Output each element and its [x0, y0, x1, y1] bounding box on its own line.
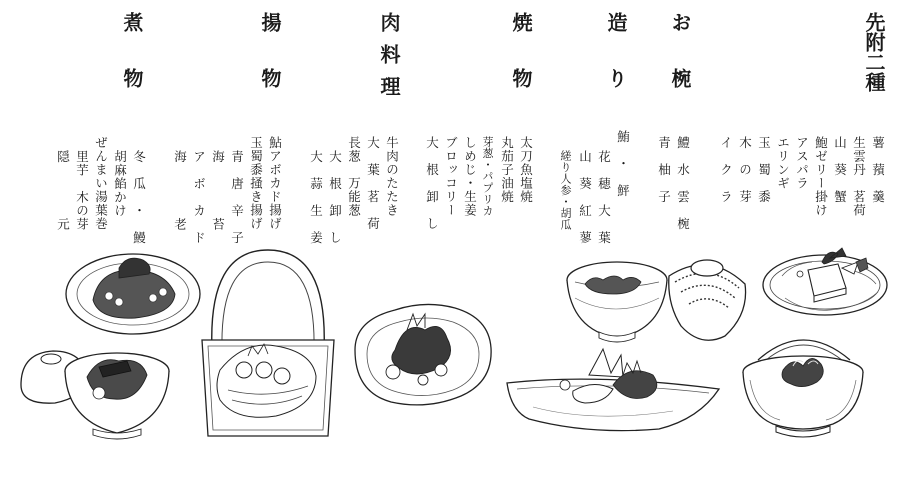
- heading-yakimono: 焼物: [509, 12, 533, 124]
- item-yakimono-2: 丸茄子油焼: [499, 136, 515, 204]
- item-nimono-4: 里芋 木の芽: [74, 150, 90, 231]
- item-agemono-3: 青 唐 辛 子: [229, 150, 245, 245]
- owan-lidded-bowl-illustration: [565, 248, 750, 348]
- sakizuke-glass-dish-illustration: [760, 240, 890, 320]
- item-yakimono-1: 太刀魚塩焼: [518, 136, 534, 204]
- item-agemono-2: 玉蜀黍掻き揚げ: [248, 136, 264, 231]
- item-agemono-4: 海 苔: [210, 150, 226, 231]
- yakimono-wavy-plate-illustration: [345, 300, 495, 410]
- heading-agemono: 揚物: [258, 12, 282, 124]
- item-sakizuke-2: 生雲丹 茗荷: [851, 136, 867, 217]
- item-niku-3: 長葱 万能葱: [346, 136, 362, 217]
- item-sakizuke-5: アスパラ: [794, 136, 810, 190]
- item-nimono-5: 隠 元: [55, 150, 71, 231]
- sakizuke-handled-bowl-illustration: [738, 330, 868, 440]
- item-tsukuri-4: 縒り人参・胡瓜: [559, 150, 572, 231]
- item-nimono-1: 冬 瓜 ・ 鰻: [131, 150, 147, 245]
- item-agemono-1: 鮎アボカド揚げ: [267, 136, 283, 231]
- item-owan-2: 青 柚 子: [656, 136, 672, 204]
- item-nimono-2: 胡麻餡かけ: [112, 150, 128, 218]
- item-tsukuri-2: 花 穂 大 葉: [596, 150, 612, 245]
- item-sakizuke-6: エリンギ: [775, 136, 791, 190]
- item-sakizuke-1: 薯 蕷 羹: [870, 136, 886, 204]
- agemono-basket-illustration: [198, 240, 338, 440]
- heading-nikuryori: 肉料理: [377, 12, 401, 108]
- heading-tsukuri: 造り: [604, 12, 628, 124]
- item-agemono-5: ア ボ カ ド: [191, 150, 207, 245]
- item-nimono-3: ぜんまい湯葉巻: [93, 136, 109, 231]
- item-niku-1: 牛肉のたたき: [384, 136, 400, 217]
- heading-sakizuke: 先附二種: [862, 12, 886, 92]
- item-tsukuri-1: 鮪 ・ 鮃: [615, 130, 631, 198]
- item-tsukuri-3: 山 葵 紅 蓼: [577, 150, 593, 245]
- item-niku-4: 大 根 卸 し: [327, 150, 343, 245]
- item-niku-2: 大 葉 茗 荷: [365, 136, 381, 231]
- item-sakizuke-8: 木 の 芽: [737, 136, 753, 204]
- item-agemono-6: 海 老: [172, 150, 188, 231]
- item-yakimono-5: ブロッコリー: [443, 136, 459, 217]
- item-niku-5: 大 蒜 生 姜: [308, 150, 324, 245]
- heading-owan: お椀: [668, 12, 692, 124]
- item-yakimono-3: 芽葱・パプリカ: [481, 136, 494, 217]
- item-sakizuke-7: 玉 蜀 黍: [756, 136, 772, 204]
- item-yakimono-6: 大 根 卸 し: [424, 136, 440, 231]
- item-sakizuke-4: 鮑ゼリー掛け: [813, 136, 829, 217]
- heading-nimono: 煮物: [120, 12, 144, 124]
- nimono-round-plate-illustration: [63, 248, 203, 338]
- item-yakimono-4: しめじ・生姜: [462, 136, 478, 217]
- item-sakizuke-9: イ ク ラ: [718, 136, 734, 204]
- item-owan-1: 鱧 水 雲 椀: [675, 136, 691, 231]
- item-sakizuke-3: 山 葵 蟹: [832, 136, 848, 204]
- tsukuri-sashimi-plate-illustration: [503, 345, 723, 435]
- nimono-lidded-bowl-illustration: [15, 345, 175, 445]
